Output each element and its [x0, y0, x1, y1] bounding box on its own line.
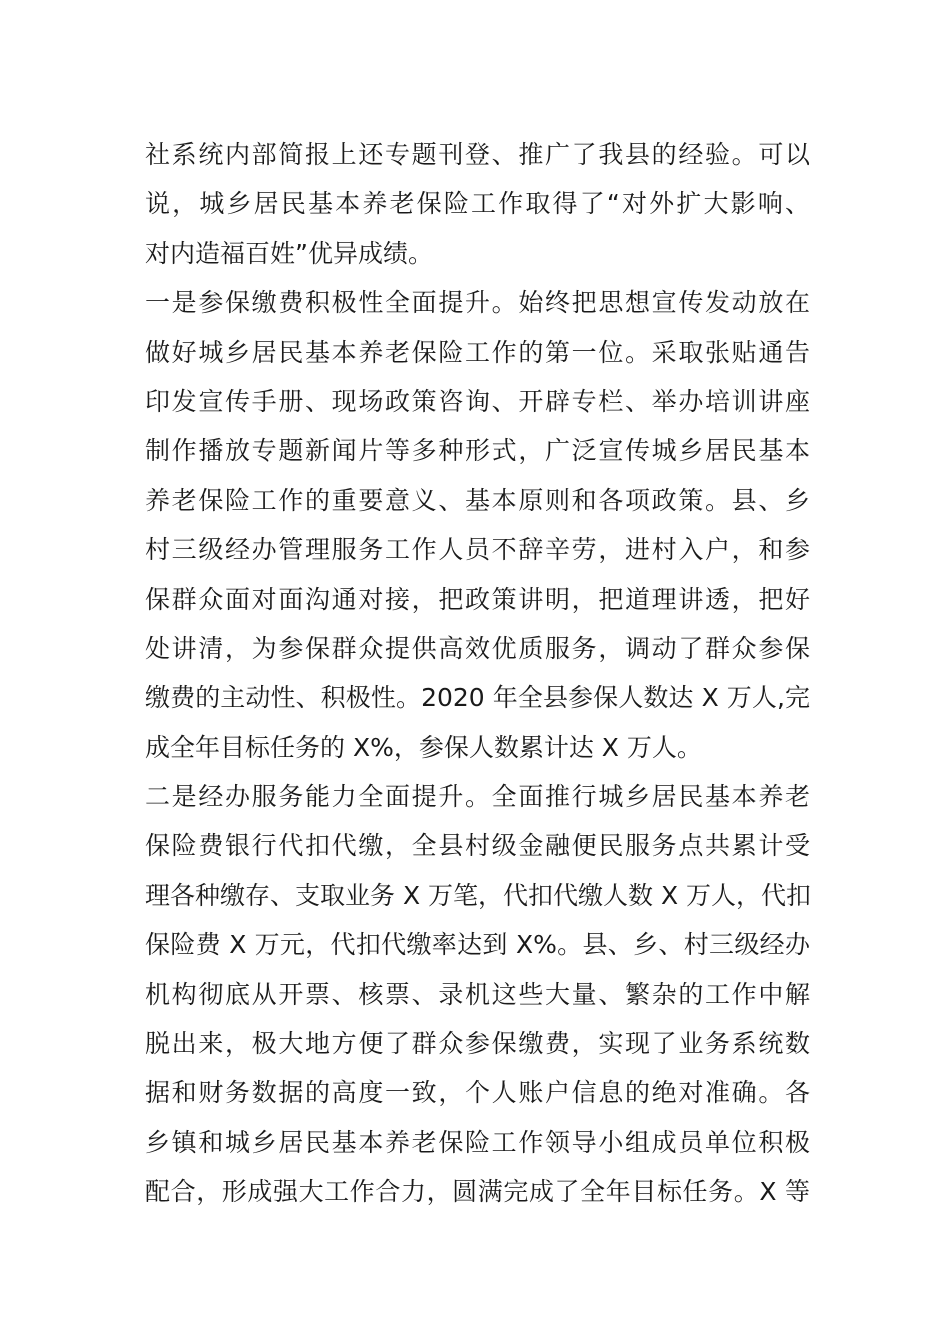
text-line: 缴费的主动性、积极性。2020 年全县参保人数达 X 万人,完 — [145, 683, 810, 713]
text-line: 对内造福百姓”优异成绩。 — [145, 238, 433, 268]
text-line: 成全年目标任务的 X%，参保人数累计达 X 万人。 — [145, 732, 702, 762]
text-line: 保群众面对面沟通对接，把政策讲明，把道理讲透，把好 — [145, 584, 810, 614]
text-line: 配合，形成强大工作合力，圆满完成了全年目标任务。X 等 — [145, 1177, 810, 1207]
text-line: 一是参保缴费积极性全面提升。始终把思想宣传发动放在 — [145, 288, 810, 318]
text-line: 说，城乡居民基本养老保险工作取得了“对外扩大影响、 — [145, 189, 810, 219]
text-line: 保险费银行代扣代缴，全县村级金融便民服务点共累计受 — [145, 831, 810, 861]
text-line: 制作播放专题新闻片等多种形式，广泛宣传城乡居民基本 — [145, 436, 810, 466]
text-line: 保险费 X 万元，代扣代缴率达到 X%。县、乡、村三级经办 — [145, 930, 810, 960]
text-line: 二是经办服务能力全面提升。全面推行城乡居民基本养老 — [145, 782, 810, 812]
text-line: 据和财务数据的高度一致，个人账户信息的绝对准确。各 — [145, 1078, 810, 1108]
text-line: 乡镇和城乡居民基本养老保险工作领导小组成员单位积极 — [145, 1127, 810, 1157]
paragraph-2 — [145, 278, 810, 772]
text-line: 处讲清，为参保群众提供高效优质服务，调动了群众参保 — [145, 633, 810, 663]
text-line: 村三级经办管理服务工作人员不辞辛劳，进村入户，和参 — [145, 535, 810, 565]
text-line: 社系统内部简报上还专题刊登、推广了我县的经验。可以 — [145, 140, 810, 169]
text-line: 机构彻底从开票、核票、录机这些大量、繁杂的工作中解 — [145, 979, 810, 1009]
text-line: 理各种缴存、支取业务 X 万笔，代扣代缴人数 X 万人，代扣 — [145, 880, 812, 910]
text-line: 做好城乡居民基本养老保险工作的第一位。采取张贴通告 — [145, 337, 810, 367]
paragraph-3 — [145, 772, 810, 1217]
text-line: 印发宣传手册、现场政策咨询、开辟专栏、举办培训讲座 — [145, 386, 810, 416]
text-line: 脱出来，极大地方便了群众参保缴费，实现了业务系统数 — [145, 1029, 810, 1059]
text-line: 养老保险工作的重要意义、基本原则和各项政策。县、乡 — [145, 485, 810, 515]
paragraph-1 — [145, 130, 810, 278]
document-body — [145, 130, 810, 1217]
